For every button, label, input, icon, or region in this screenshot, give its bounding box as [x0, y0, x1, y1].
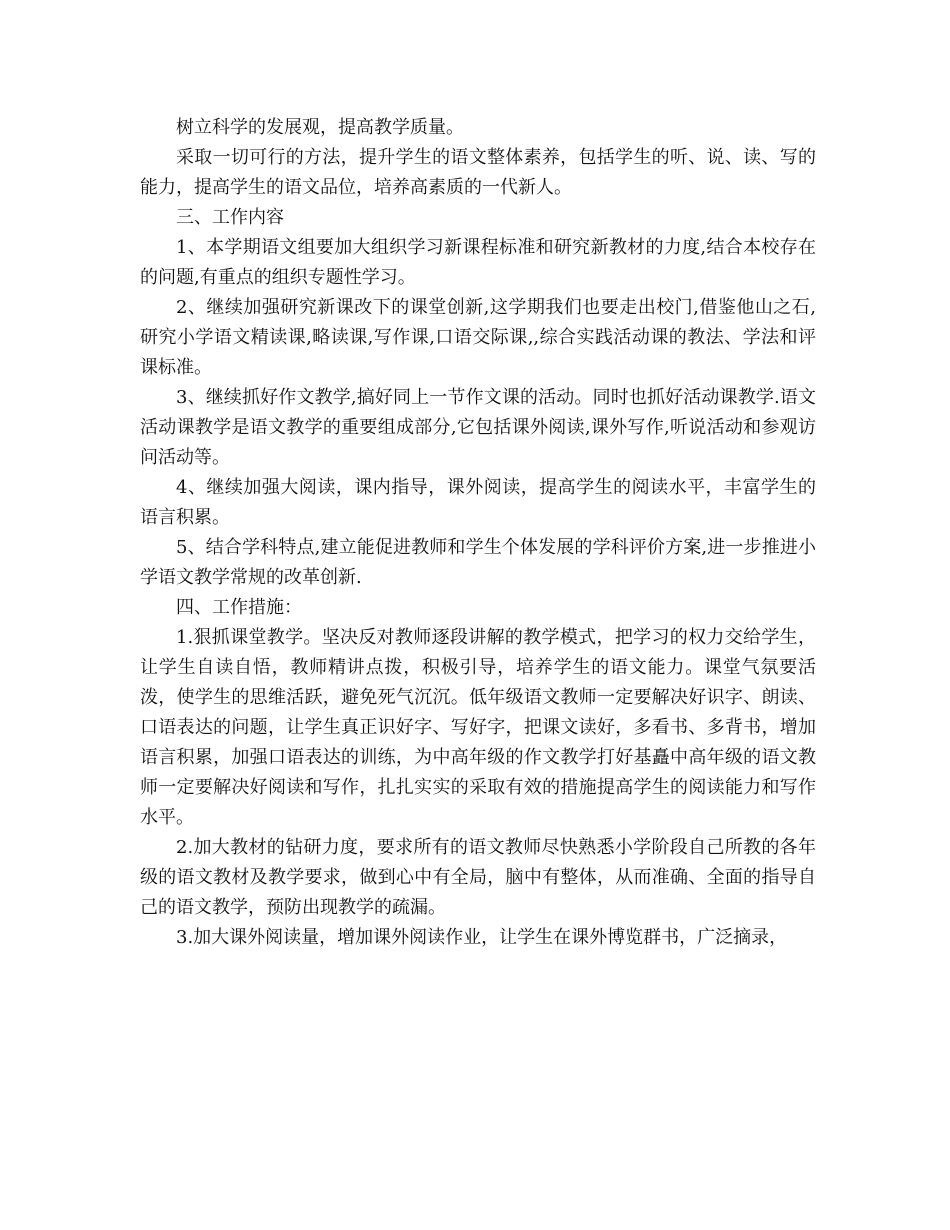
document-body — [140, 113, 816, 953]
measure-item-2: 2.加大教材的钻研力度，要求所有的语文教师尽快熟悉小学阶段自己所教的各年级的语文教材及教学要求，做到心中有全局，脑中有整体，从而准确、全面的指导自己的语文教学，预防出现教学的疏漏。 — [140, 837, 816, 918]
paragraph-1: 树立科学的发展观，提高教学质量。 — [176, 117, 464, 138]
paragraph-item-4: 4、继续加强大阅读，课内指导，课外阅读，提高学生的阅读水平，丰富学生的语言积累。 — [140, 477, 816, 528]
section-heading-work-content: 三、工作内容 — [176, 207, 284, 228]
measure-item-1: 1.狠抓课堂教学。坚决反对教师逐段讲解的教学模式，把学习的权力交给学生，让学生自读自悟，教师精讲点拨，积极引导，培养学生的语文能力。课堂气氛要活泼，使学生的思维活跃，避免死气沉沉。低年级语文教师一定要解决好识字、朗读、口语表达的问题，让学生真正识好字、写好字，把课文读好，多看书、多背书，增加语言积累，加强口语表达的训练，为中高年级的作文教学打好基矗中高年级的语文教师一定要解决好阅读和写作，扎扎实实的采取有效的措施提高学生的阅读能力和写作水平。 — [140, 627, 816, 828]
paragraph-item-1: 1、本学期语文组要加大组织学习新课程标准和研究新教材的力度,结合本校存在的问题,有重点的组织专题性学习。 — [140, 237, 816, 288]
paragraph-2: 采取一切可行的方法，提升学生的语文整体素养，包括学生的听、说、读、写的能力，提高学生的语文品位，培养高素质的一代新人。 — [140, 147, 816, 198]
paragraph-item-3: 3、继续抓好作文教学,搞好同上一节作文课的活动。同时也抓好活动课教学.语文活动课教学是语文教学的重要组成部分,它包括课外阅读,课外写作,听说活动和参观访问活动等。 — [140, 387, 816, 468]
paragraph-item-5: 5、结合学科特点,建立能促进教师和学生个体发展的学科评价方案,进一步推进小学语文教学常规的改革创新. — [140, 537, 816, 588]
paragraph-item-2: 2、继续加强研究新课改下的课堂创新,这学期我们也要走出校门,借鉴他山之石,研究小学语文精读课,略读课,写作课,口语交际课,,综合实践活动课的教法、学法和评课标准。 — [140, 297, 816, 378]
measure-item-3: 3.加大课外阅读量，增加课外阅读作业，让学生在课外博览群书，广泛摘录， — [176, 927, 788, 948]
section-heading-work-measures: 四、工作措施： — [176, 597, 302, 618]
